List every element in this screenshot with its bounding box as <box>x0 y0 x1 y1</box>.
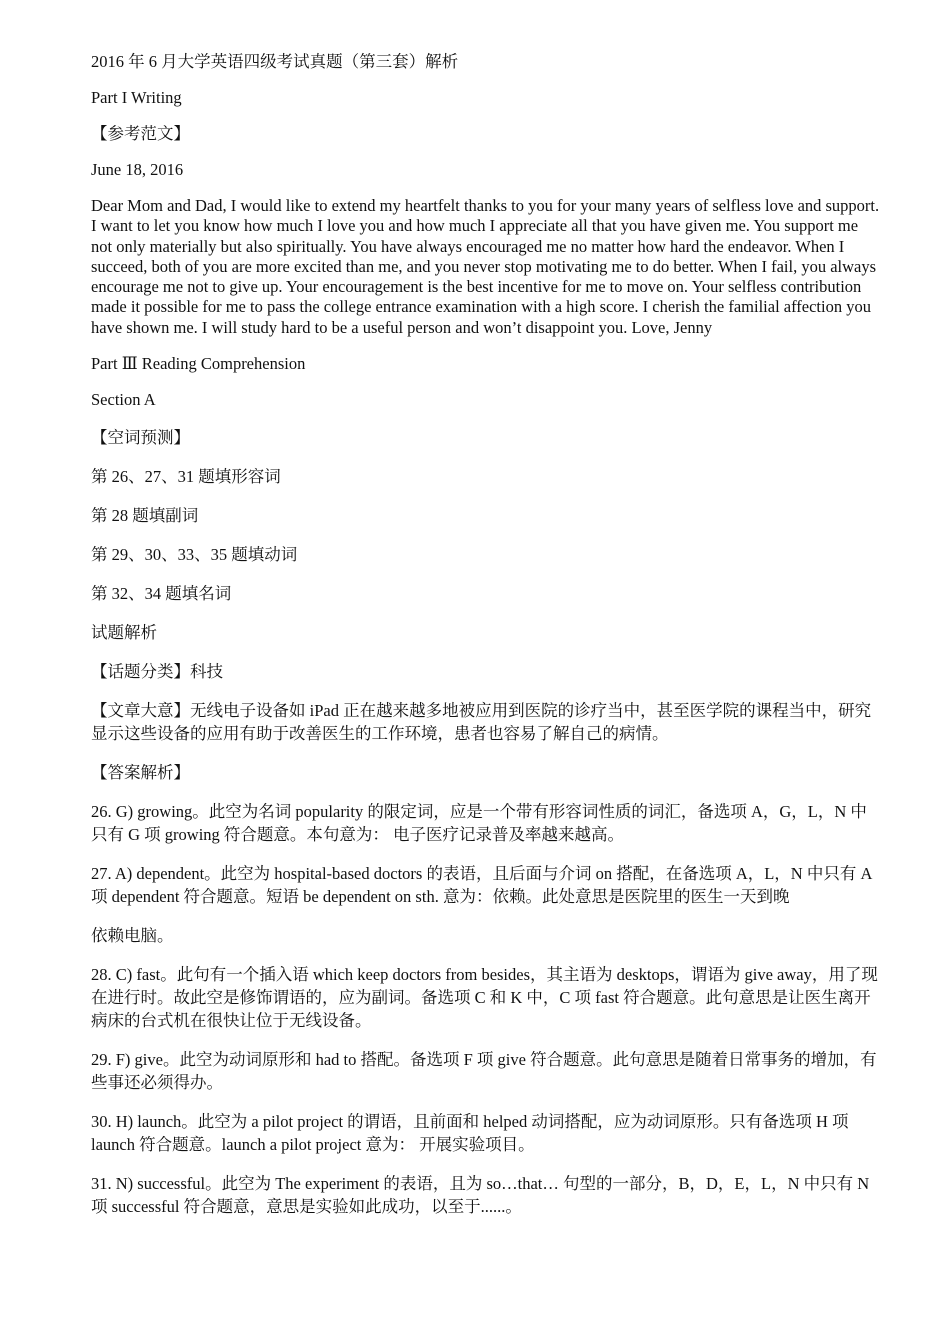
letter-date: June 18, 2016 <box>91 160 184 179</box>
part3-heading: Part Ⅲ Reading Comprehension <box>91 354 306 374</box>
prediction-line: 第 26、27、31 题填形容词 <box>91 467 281 487</box>
answer-item: 27. A) dependent。此空为 hospital-based doctors 的表语，且后面与介词 on 搭配，在备选项 A，L，N 中只有 A 项 dependent 符合题意。短语 be dependent on sth. 意为：依赖。此处意思是医院里的医生一天到晚 <box>91 864 872 907</box>
prediction-line: 第 29、30、33、35 题填动词 <box>91 545 298 565</box>
section-a-heading: Section A <box>91 390 156 410</box>
sample-essay-label: 【参考范文】 <box>91 124 190 143</box>
answer-item: 30. H) launch。此空为 a pilot project 的谓语，且前面和 helped 动词搭配，应为动词原形。只有备选项 H 项 launch 符合题意。launch a pilot project 意为： 开展实验项目。 <box>91 1112 849 1155</box>
prediction-line: 第 32、34 题填名词 <box>91 584 232 604</box>
answer-item: 28. C) fast。此句有一个插入语 which keep doctors from besides，其主语为 desktops，谓语为 give away，用了现在进行时。故此空是修饰谓语的，应为副词。备选项 C 和 K 中，C 项 fast 符合题意。此句意思是让医生离开病床的台式机在很快让位于无线设备。 <box>91 965 878 1031</box>
analysis-heading: 试题解析 <box>91 623 157 643</box>
document-page <box>91 52 881 1234</box>
prediction-label: 【空词预测】 <box>91 428 190 448</box>
document-title: 2016 年 6 月大学英语四级考试真题（第三套）解析 <box>91 52 459 71</box>
prediction-line: 第 28 题填副词 <box>91 506 199 526</box>
part1-heading: Part I Writing <box>91 88 182 107</box>
answer-item: 26. G) growing。此空为名词 popularity 的限定词，应是一个带有形容词性质的词汇，备选项 A，G，L，N 中只有 G 项 growing 符合题意。本句意为： 电子医疗记录普及率越来越高。 <box>91 802 867 845</box>
article-summary: 【文章大意】无线电子设备如 iPad 正在越来越多地被应用到医院的诊疗当中，甚至医学院的课程当中，研究显示这些设备的应用有助于改善医生的工作环境，患者也容易了解自己的病情。 <box>91 701 872 744</box>
answer-item: 29. F) give。此空为动词原形和 had to 搭配。备选项 F 项 give 符合题意。此句意思是随着日常事务的增加，有些事还必须得办。 <box>91 1050 877 1093</box>
topic-classification: 【话题分类】科技 <box>91 662 223 682</box>
answer-item: 31. N) successful。此空为 The experiment 的表语，且为 so…that… 句型的一部分，B，D，E，L，N 中只有 N 项 successful 符合题意，意思是实验如此成功，以至于......。 <box>91 1174 870 1217</box>
answer-analysis-label: 【答案解析】 <box>91 763 190 783</box>
letter-body: Dear Mom and Dad, I would like to extend my heartfelt thanks to you for your many years of selfless love and support. I want to let you know how much I love you and how much I appreciate all that you have given me. You support me not only materially but also spiritually. You have always encouraged me no matter how hard the endeavor. When I succeed, both of you are more excited than me, and you never stop motivating me to do better. When I fail, you always encourage me not to give up. Your encouragement is the best incentive for me to move on. Your selfless contribution made it possible for me to pass the college entrance examination with a high score. I cherish the familial affection you have shown me. I will study hard to be a useful person and won’t disappoint you. Love, Jenny <box>91 196 880 337</box>
answer-item-continuation: 依赖电脑。 <box>91 926 174 946</box>
